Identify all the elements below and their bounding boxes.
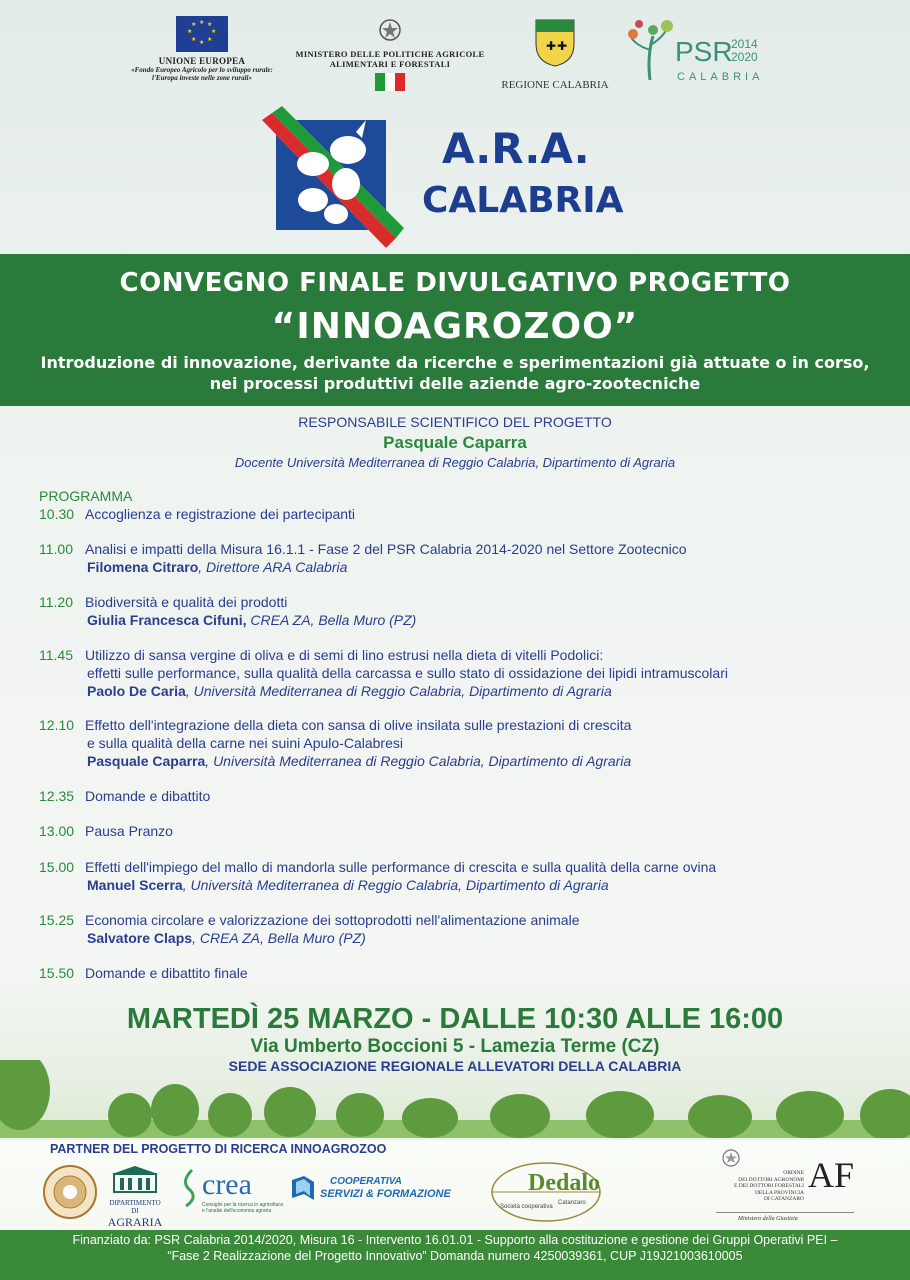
item-title: Biodiversità e qualità dei prodotti: [85, 594, 288, 610]
eu-fund-line2: l'Europa investe nelle zone rurali»: [152, 74, 252, 82]
agraria-logo: [106, 1164, 164, 1230]
program-item: [39, 540, 687, 576]
item-speaker: Giulia Francesca Cifuni,: [87, 612, 247, 628]
item-speaker: Salvatore Claps: [87, 930, 193, 946]
svg-text:✚: ✚: [557, 39, 568, 53]
item-time: 11.00: [39, 541, 73, 557]
coop-logo: [290, 1174, 480, 1204]
item-title: Economia circolare e valorizzazione dei sottoprodotti nell'alimentazione animale: [85, 912, 580, 928]
italy-flag-icon: [375, 73, 405, 91]
ara-logo: [258, 102, 408, 252]
ara-line2: CALABRIA: [422, 180, 624, 221]
region-logo: [495, 16, 615, 91]
eu-logo: [118, 16, 286, 82]
item-title: Effetti dell'impiego del mallo di mandorla sulle performance di crescita e sulla qualità della carne ovina: [85, 859, 717, 875]
order-line3: E DEI DOTTORI FORESTALI: [734, 1183, 804, 1189]
item-title: Effetto dell'integrazione della dieta con sansa di olive insilata sulle prestazioni di crescita: [85, 717, 632, 733]
item-time: 11.45: [39, 647, 73, 663]
item-time: 15.00: [39, 859, 75, 875]
item-time: 15.25: [39, 912, 75, 928]
crea-swirl-icon: [178, 1168, 200, 1208]
item-title: Utilizzo di sansa vergine di oliva e di semi di lino estrusi nella dieta di vitelli Podolici:: [85, 647, 604, 663]
item-time: 11.20: [39, 594, 73, 610]
title-banner: [0, 254, 910, 406]
emblem-icon: [378, 16, 402, 44]
item-speaker: Pasquale Caparra: [87, 753, 206, 769]
crea-sub-line1: Consiglio per la ricerca in agricoltura: [202, 1202, 283, 1208]
psr-logo: [625, 16, 775, 86]
item-title-line2: effetti sulle performance, sulla qualità della carcassa e sullo stato di ossidazione dei lipidi intramuscolari: [87, 665, 728, 681]
responsible-label: RESPONSABILE SCIENTIFICO DEL PROGETTO: [298, 414, 612, 430]
ministry-line1: MINISTERO DELLE POLITICHE AGRICOLE: [295, 49, 485, 59]
subtitle: [0, 352, 910, 394]
dedalo-city: Catanzaro: [558, 1200, 586, 1206]
item-time: 10.30: [39, 506, 75, 522]
item-title: Domande e dibattito: [85, 788, 211, 804]
dedalo-name: Dedalo: [528, 1170, 600, 1196]
item-affiliation: CREA ZA, Bella Muro (PZ): [246, 612, 417, 628]
item-title: Analisi e impatti della Misura 16.1.1 - Fase 2 del PSR Calabria 2014-2020 nel Settore Zootecnico: [85, 541, 687, 557]
item-title-line2: e sulla qualità della carne nei suini Apulo-Calabresi: [87, 735, 403, 751]
eu-name: UNIONE EUROPEA: [158, 56, 246, 66]
svg-text:✚: ✚: [546, 39, 557, 53]
program-item: [39, 646, 728, 700]
conference-title: CONVEGNO FINALE DIVULGATIVO PROGETTO: [119, 268, 791, 298]
item-time: 12.10: [39, 717, 75, 733]
dept-line1: DIPARTIMENTO DI: [109, 1199, 161, 1215]
event-date: MARTEDÌ 25 MARZO - DALLE 10:30 ALLE 16:00: [126, 1003, 784, 1035]
program-item: [39, 593, 416, 629]
item-time: 15.50: [39, 965, 75, 981]
eu-flag-icon: ★ ★ ★ ★ ★ ★ ★ ★: [176, 16, 228, 52]
order-ministry: Ministero della Giustizia: [738, 1216, 798, 1222]
item-time: 12.35: [39, 788, 75, 804]
funding-bar: [0, 1230, 910, 1280]
coop-line2: SERVIZI & FORMAZIONE: [320, 1188, 451, 1200]
responsible-role: Docente Università Mediterranea di Reggio Calabria, Dipartimento di Agraria: [234, 455, 676, 470]
republic-emblem-icon: [722, 1148, 740, 1168]
item-affiliation: , Direttore ARA Calabria: [198, 559, 348, 575]
ministry-line2: ALIMENTARI E FORESTALI: [329, 59, 451, 69]
item-speaker: Paolo De Caria: [87, 683, 186, 699]
ministry-logo: [290, 16, 490, 91]
program-item: [39, 787, 210, 805]
subtitle-line1: Introduzione di innovazione, derivante da ricerche e sperimentazioni già attuate o in corso,: [40, 353, 870, 372]
eu-fund-line1: «Fondo Europeo Agricolo per lo sviluppo rurale:: [131, 66, 273, 74]
dedalo-sub: Società cooperativa: [500, 1204, 553, 1210]
item-speaker: Filomena Citraro: [87, 559, 199, 575]
program-label: PROGRAMMA: [39, 488, 133, 504]
order-line5: DI CATANZARO: [763, 1196, 804, 1202]
order-logo-mark: AF: [808, 1155, 855, 1195]
program-item: [39, 911, 580, 947]
item-speaker: Manuel Scerra: [87, 877, 183, 893]
dept-line2: AGRARIA: [107, 1215, 163, 1229]
psr-years-1: 2014: [731, 37, 758, 51]
partners-label: PARTNER DEL PROGETTO DI RICERCA INNOAGROZOO: [50, 1142, 387, 1156]
item-affiliation: , Università Mediterranea di Reggio Calabria, Dipartimento di Agraria: [182, 877, 609, 893]
item-time: 13.00: [39, 823, 75, 839]
program-item: [39, 505, 355, 523]
order-line2: DEI DOTTORI AGRONOMI: [738, 1176, 804, 1183]
item-affiliation: , Università Mediterranea di Reggio Calabria, Dipartimento di Agraria: [205, 753, 632, 769]
psr-years-2: 2020: [731, 50, 758, 64]
region-name: REGIONE CALABRIA: [501, 79, 609, 91]
funding-line2: “Fase 2 Realizzazione del Progetto Innovativo” Domanda numero 4250039361, CUP J19J21003610005: [167, 1249, 743, 1263]
ara-animals-icon: [258, 102, 408, 252]
funding-line1: Finanziato da: PSR Calabria 2014/2020, Misura 16 - Intervento 16.01.01 - Supporto alla costituzione e gestione dei Gruppi Operativi PEI –: [72, 1233, 838, 1247]
event-venue: SEDE ASSOCIAZIONE REGIONALE ALLEVATORI DELLA CALABRIA: [228, 1058, 682, 1074]
crea-sub: [202, 1202, 292, 1214]
building-icon: [110, 1164, 160, 1194]
partners-strip: [0, 1138, 910, 1230]
item-affiliation: , Università Mediterranea di Reggio Calabria, Dipartimento di Agraria: [185, 683, 612, 699]
order-text: [716, 1170, 804, 1203]
program-item: [39, 858, 716, 894]
subtitle-line2: nei processi produttivi delle aziende agro-zootecniche: [209, 374, 701, 393]
tree-icon: [625, 16, 675, 82]
order-line1: ORDINE: [783, 1170, 804, 1176]
book-icon: [290, 1174, 316, 1202]
trees-decoration: [0, 1060, 910, 1140]
item-affiliation: , CREA ZA, Bella Muro (PZ): [192, 930, 366, 946]
item-title: Pausa Pranzo: [85, 823, 173, 839]
program-item: [39, 964, 248, 982]
agronomists-order-logo: [716, 1148, 856, 1226]
item-title: Domande e dibattito finale: [85, 965, 248, 981]
program-item: [39, 716, 631, 770]
dedalo-logo: [488, 1160, 608, 1224]
responsible-name: Pasquale Caparra: [383, 433, 527, 452]
psr-region: CALABRIA: [677, 71, 764, 83]
region-crest-icon: [532, 16, 578, 68]
order-line4: DELLA PROVINCIA: [754, 1189, 804, 1196]
coop-line1: COOPERATIVA: [330, 1176, 402, 1187]
crea-name: crea: [202, 1168, 252, 1201]
university-seal-icon: [42, 1164, 98, 1220]
program-item: [39, 822, 173, 840]
event-address: Via Umberto Boccioni 5 - Lamezia Terme (CZ): [250, 1036, 660, 1057]
crea-sub-line2: e l'analisi dell'economia agraria: [202, 1208, 272, 1214]
ara-line1: A.R.A.: [442, 124, 590, 173]
project-name: “INNOAGROZOO”: [271, 306, 639, 347]
item-title: Accoglienza e registrazione dei partecipanti: [85, 506, 356, 522]
psr-main: PSR: [675, 36, 733, 67]
